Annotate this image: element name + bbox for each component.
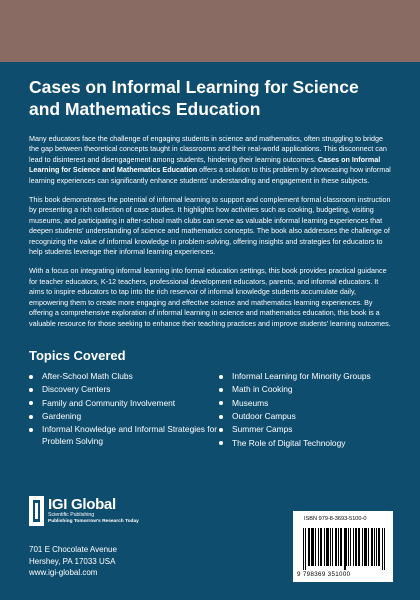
- topic-label: Summer Camps: [232, 424, 293, 435]
- back-cover-content: [29, 62, 391, 451]
- topic-item: [219, 398, 389, 409]
- logo-text: [48, 497, 139, 525]
- topic-item: [219, 411, 389, 422]
- bullet-icon: [219, 441, 223, 445]
- bullet-icon: [29, 388, 33, 392]
- topic-label: Family and Community Involvement: [42, 397, 176, 408]
- isbn-barcode: [293, 511, 393, 582]
- bullet-icon: [219, 428, 223, 432]
- publisher-logo: [29, 492, 219, 530]
- topic-label: The Role of Digital Technology: [232, 437, 346, 448]
- topic-item: [29, 424, 219, 446]
- description-paragraph-3: With a focus on integrating informal learning into formal education settings, this book provides practical guidance for teacher educators, K-12 teachers, professional development educators, parents, and informal educators. It aims to inspire educators to tap into the rich reservoir of informal knowledge students accumulate daily, empowering them to create more engaging and effective science and mathematics learning experiences. By offering a comprehensive exploration of informal learning in science and mathematics education, this book is a valuable resource for those seeking to enhance their teaching practices and improve students' learning outcomes.: [29, 266, 391, 328]
- topic-item: [29, 384, 219, 395]
- publisher-address: [29, 544, 219, 579]
- website-link[interactable]: www.igi-global.com: [29, 568, 98, 577]
- bullet-icon: [219, 401, 223, 405]
- barcode-bars-icon: [303, 528, 385, 570]
- logo-tagline: Publishing Tomorrow's Research Today: [48, 519, 139, 525]
- topic-item: [29, 398, 219, 409]
- topic-label: Discovery Centers: [42, 384, 111, 395]
- igi-logo-mark-icon: [29, 496, 44, 526]
- topic-label: Informal Learning for Minority Groups: [232, 370, 371, 381]
- p1-book-title-bold: Cases on Informal Learning for Science and Mathematics Education: [29, 154, 381, 175]
- bullet-icon: [29, 375, 33, 379]
- description-paragraph-1: [29, 134, 391, 186]
- topic-item: [29, 371, 219, 382]
- address-line-1: 701 E Chocolate Avenue: [29, 545, 117, 554]
- bullet-icon: [219, 388, 223, 392]
- topic-item: [219, 384, 389, 395]
- topic-label: Museums: [232, 397, 269, 408]
- topics-list: [29, 371, 391, 451]
- description-paragraph-2: This book demonstrates the potential of informal learning to support and complement formal classroom instruction by presenting a rich collection of case studies. It highlights how activities such as cooking, budgeting, visiting museums, and participating in after-school math clubs can serve as valuable informal learning experiences that deepen students' understanding of science and mathematics concepts. The book also addresses the challenge of recognizing the value of informal knowledge in problem-solving, offering insights and strategies for educators to help students leverage their informal learning experiences.: [29, 195, 391, 257]
- logo-name: IGI Global: [48, 496, 116, 513]
- book-title: Cases on Informal Learning for Science and Mathematics Education: [29, 77, 359, 119]
- topic-item: [219, 438, 389, 449]
- p1-text-end: offers a solution to this problem by showcasing how informal learning experiences can significantly enhance students' understanding and engagement in these subjects.: [29, 165, 391, 185]
- topic-item: [219, 371, 389, 382]
- topic-label: Informal Knowledge and Informal Strategies for Problem Solving: [42, 424, 218, 446]
- topic-item: [219, 424, 389, 435]
- bullet-icon: [29, 401, 33, 405]
- bullet-icon: [219, 415, 223, 419]
- barcode-digits: 9 798369 351000: [297, 571, 351, 578]
- logo-subtitle: Scientific Publishing: [48, 512, 95, 518]
- topic-label: After-School Math Clubs: [42, 370, 133, 381]
- p1-text-start: Many educators face the challenge of engaging students in science and mathematics, often struggling to bridge the gap between theoretical concepts taught in classrooms and their real-world applications. This disconnect can lead to disinterest and disengagement among students, hindering their learning outcomes.: [29, 134, 387, 164]
- bullet-icon: [29, 415, 33, 419]
- bullet-icon: [219, 375, 223, 379]
- topic-label: Math in Cooking: [232, 384, 293, 395]
- topics-column-right: [219, 371, 389, 451]
- address-line-2: Hershey, PA 17033 USA: [29, 556, 116, 566]
- topic-label: Gardening: [42, 411, 82, 422]
- publisher-block: [29, 492, 219, 579]
- topics-column-left: [29, 371, 219, 451]
- top-color-band: [0, 0, 420, 62]
- topic-item: [29, 411, 219, 422]
- isbn-label: ISBN 979-8-3693-5100-0: [304, 516, 367, 522]
- bullet-icon: [29, 428, 33, 432]
- topics-heading: Topics Covered: [29, 347, 126, 363]
- topic-label: Outdoor Campus: [232, 411, 296, 422]
